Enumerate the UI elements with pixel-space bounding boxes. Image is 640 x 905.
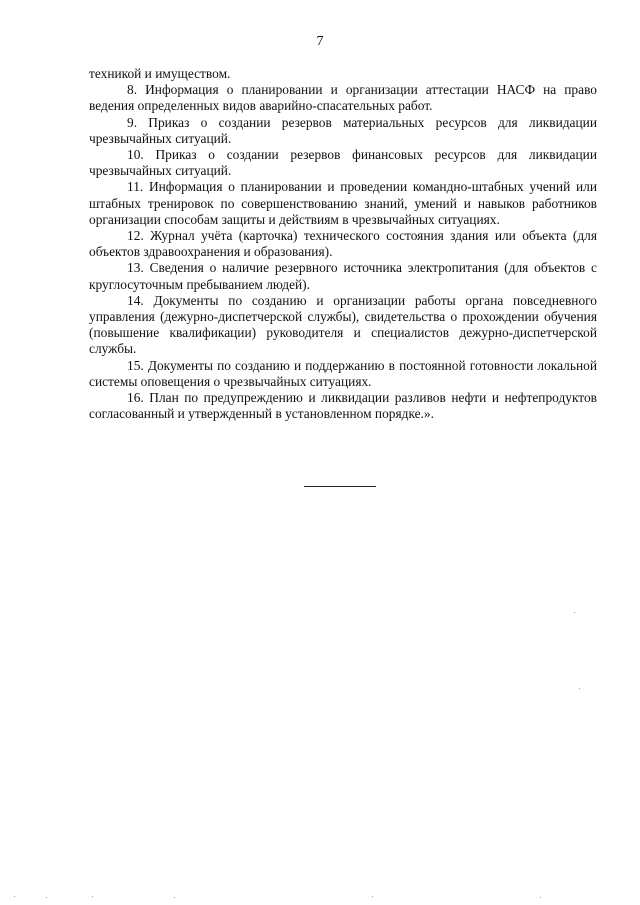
list-item-15: 15. Документы по созданию и поддержанию в постоянной готовности локальной системы оповещения о чрезвычайных ситуациях.	[89, 357, 597, 389]
document-body	[89, 66, 597, 422]
list-item-8: 8. Информация о планировании и организации аттестации НАСФ на право ведения определенных видов аварийно-спасательных работ.	[89, 82, 597, 114]
page-number: 7	[316, 34, 324, 49]
scan-speck	[372, 896, 373, 897]
list-item-11: 11. Информация о планировании и проведении командно-штабных учений или штабных тренировок по совершенствованию знаний, умений и навыков работников организации способам защиты и действиям в чрезвычайных ситуациях.	[89, 179, 597, 227]
list-item-16: 16. План по предупреждению и ликвидации разливов нефти и нефтепродуктов согласованный и утвержденный в установленном порядке.».	[89, 390, 597, 422]
list-item-9: 9. Приказ о создании резервов материальных ресурсов для ликвидации чрезвычайных ситуаций.	[89, 114, 597, 146]
list-item-14: 14. Документы по созданию и организации работы органа повседневного управления (дежурно-диспетчерской службы), свидетельства о прохождении обучения (повышение квалификации) руководителя и специалистов дежурно-диспетчерской службы.	[89, 292, 597, 357]
continuation-line: техникой и имуществом.	[89, 66, 231, 81]
scan-speck	[574, 612, 575, 613]
scan-speck	[14, 896, 15, 897]
scan-speck	[174, 897, 175, 898]
end-separator-line	[304, 486, 376, 487]
scan-speck	[540, 897, 541, 898]
scan-speck	[46, 897, 47, 898]
list-item-13: 13. Сведения о наличие резервного источника электропитания (для объектов с круглосуточным пребыванием людей).	[89, 260, 597, 292]
scan-speck	[579, 688, 580, 689]
list-item-12: 12. Журнал учёта (карточка) технического состояния здания или объекта (для объектов здравоохранения и образования).	[89, 228, 597, 260]
scan-speck	[92, 896, 93, 897]
list-item-10: 10. Приказ о создании резервов финансовых ресурсов для ликвидации чрезвычайных ситуаций.	[89, 147, 597, 179]
